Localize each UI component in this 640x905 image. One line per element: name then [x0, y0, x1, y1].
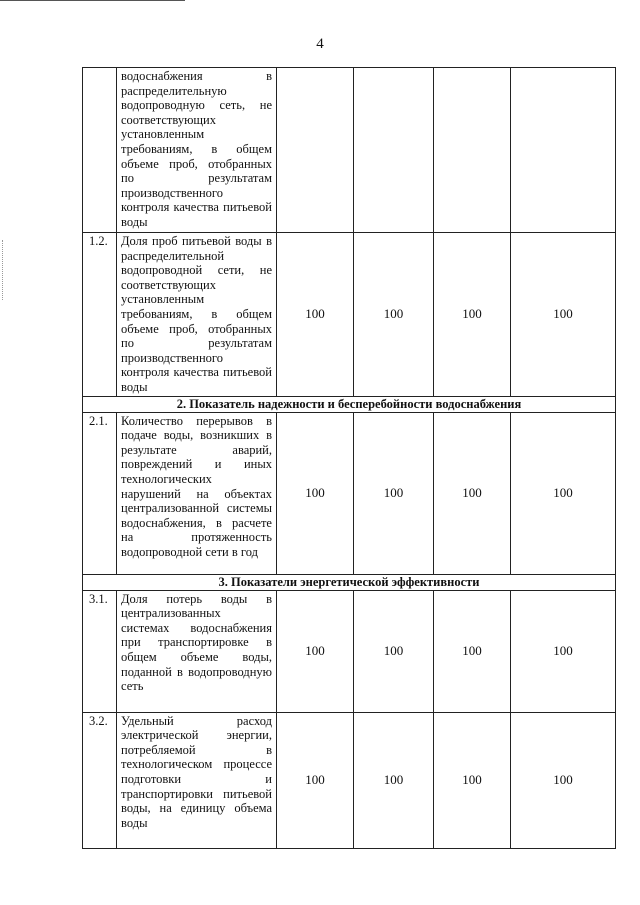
value-cell: 100 — [434, 412, 511, 574]
value-cell: 100 — [434, 590, 511, 712]
table-row — [83, 68, 616, 233]
value-cell: 100 — [277, 412, 354, 574]
row-number: 1.2. — [83, 233, 117, 397]
value-cell: 100 — [354, 412, 434, 574]
section-title: 3. Показатели энергетической эффективности — [83, 574, 616, 590]
row-number — [83, 68, 117, 233]
value-cell — [511, 68, 616, 233]
section-title: 2. Показатель надежности и бесперебойности водоснабжения — [83, 396, 616, 412]
value-cell: 100 — [434, 712, 511, 848]
row-number: 3.2. — [83, 712, 117, 848]
value-cell: 100 — [354, 590, 434, 712]
indicator-description: Количество перерывов в подаче воды, возникших в результате аварий, повреждений и иных технологических нарушений на объектах централизованной системы водоснабжения, в расчете на протяженность водопроводной сети в год — [117, 412, 277, 574]
row-number: 2.1. — [83, 412, 117, 574]
value-cell: 100 — [511, 590, 616, 712]
row-number: 3.1. — [83, 590, 117, 712]
value-cell: 100 — [277, 233, 354, 397]
page-number: 4 — [316, 36, 324, 52]
table-row — [83, 412, 616, 574]
table-row — [83, 233, 616, 397]
value-cell: 100 — [277, 712, 354, 848]
value-cell: 100 — [511, 412, 616, 574]
table-row — [83, 590, 616, 712]
value-cell: 100 — [434, 233, 511, 397]
indicator-description: Удельный расход электрической энергии, потребляемой в технологическом процессе подготовки и транспортировки питьевой воды, на единицу объема воды — [117, 712, 277, 848]
section-header-row — [83, 574, 616, 590]
scan-edge-line — [0, 0, 185, 1]
scan-margin-marks — [2, 240, 4, 300]
value-cell: 100 — [277, 590, 354, 712]
value-cell: 100 — [354, 712, 434, 848]
indicator-description: водоснабжения в распределительную водопроводную сеть, не соответствующих установленным требованиям, в общем объеме проб, отобранных по результатам производственного контроля качества питьевой воды — [117, 68, 277, 233]
value-cell: 100 — [511, 233, 616, 397]
value-cell — [354, 68, 434, 233]
value-cell: 100 — [354, 233, 434, 397]
value-cell — [434, 68, 511, 233]
indicator-description: Доля проб питьевой воды в распределительной водопроводной сети, не соответствующих установленным требованиям, в общем объеме проб, отобранных по результатам производственного контроля качества питьевой воды — [117, 233, 277, 397]
value-cell — [277, 68, 354, 233]
table-row — [83, 712, 616, 848]
section-header-row — [83, 396, 616, 412]
value-cell: 100 — [511, 712, 616, 848]
indicator-description: Доля потерь воды в централизованных системах водоснабжения при транспортировке в общем объеме воды, поданной в водопроводную сеть — [117, 590, 277, 712]
indicators-table — [82, 67, 616, 849]
